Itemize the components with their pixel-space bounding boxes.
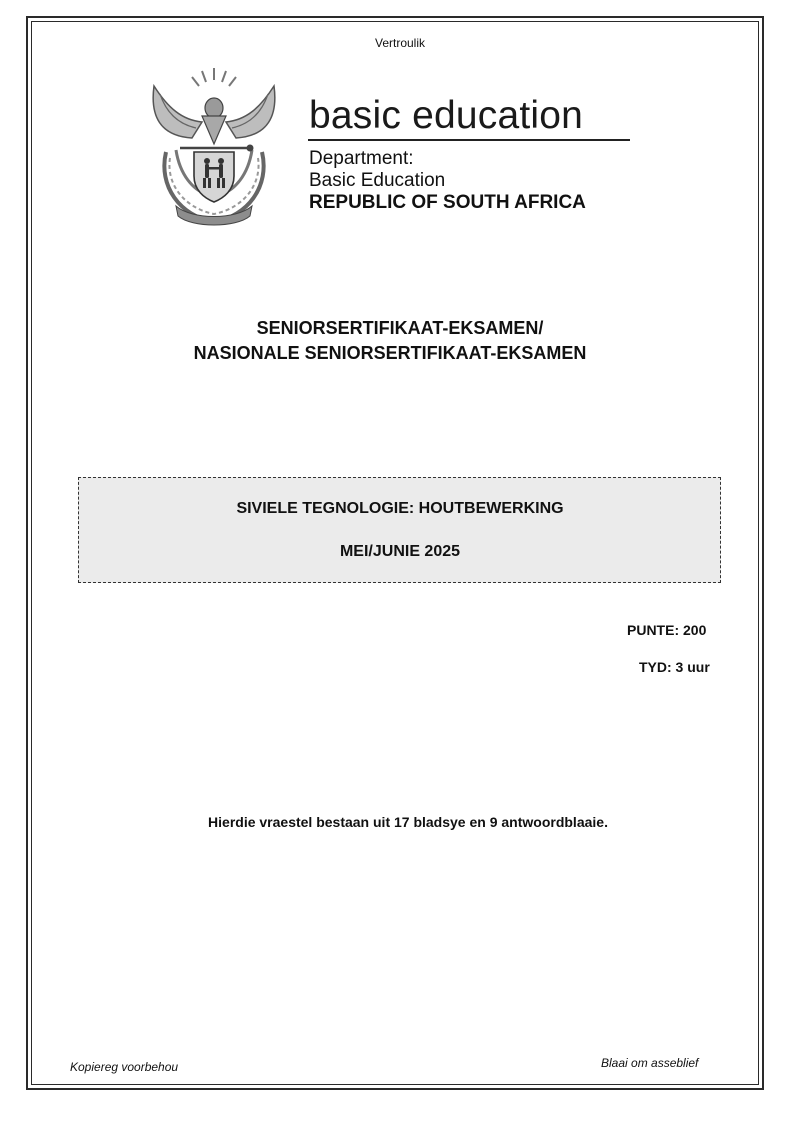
country-name: REPUBLIC OF SOUTH AFRICA: [309, 192, 586, 213]
exam-session: MEI/JUNIE 2025: [339, 543, 461, 560]
classification-label: Vertroulik: [374, 36, 426, 50]
copyright-notice: Kopiereg voorbehou: [70, 1060, 179, 1074]
exam-title-line1: SENIORSERTIFIKAAT-EKSAMEN/: [256, 318, 544, 338]
subject-title: SIVIELE TEGNOLOGIE: HOUTBEWERKING: [236, 500, 564, 517]
turn-over-note: Blaai om asseblief: [601, 1056, 699, 1070]
coat-of-arms-logo: [146, 66, 282, 230]
department-label: Department:: [309, 148, 414, 169]
total-marks: PUNTE: 200: [627, 622, 707, 638]
brand-underline: [308, 139, 630, 141]
page-count-note: Hierdie vraestel bestaan uit 17 bladsye en 9 antwoordblaaie.: [208, 814, 608, 830]
brand-name: basic education: [309, 94, 584, 137]
exam-title-line2: NASIONALE SENIORSERTIFIKAAT-EKSAMEN: [193, 343, 587, 363]
exam-duration: TYD: 3 uur: [639, 659, 710, 675]
department-name: Basic Education: [309, 170, 446, 191]
subject-box: [78, 477, 721, 583]
